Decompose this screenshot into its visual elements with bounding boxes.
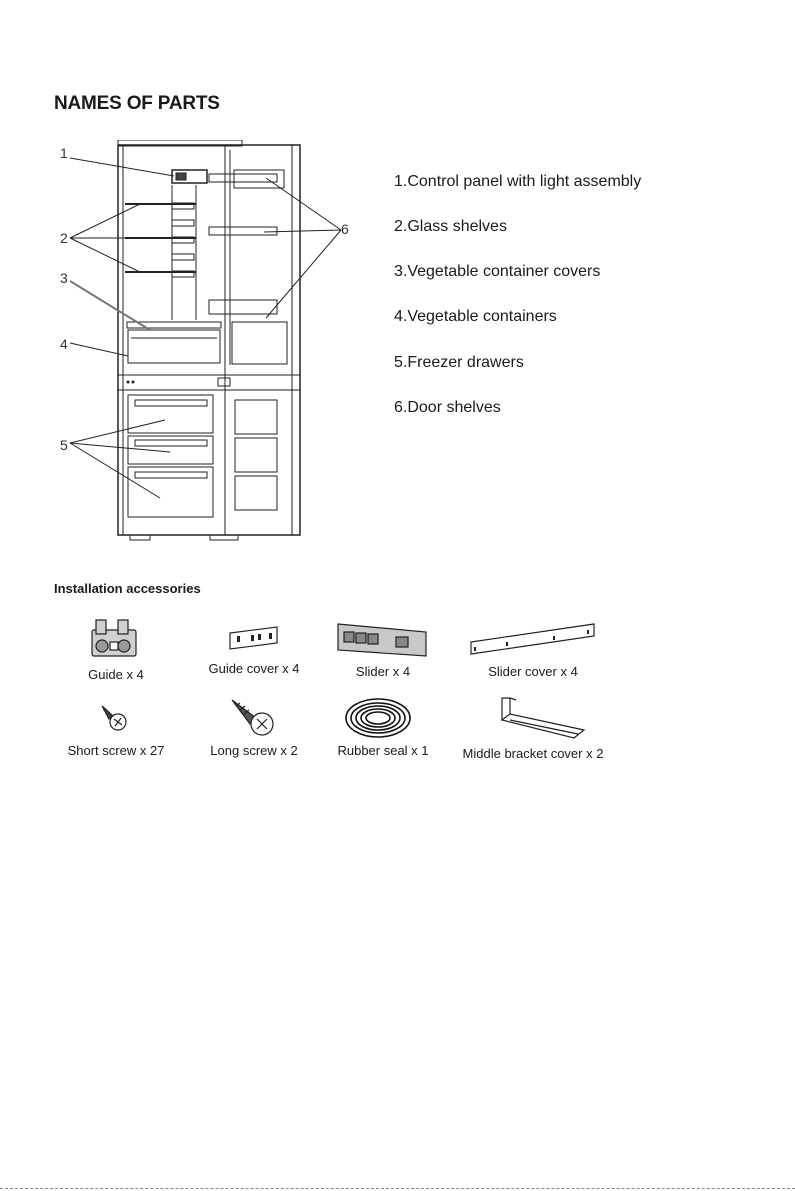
parts-list-item: 6.Door shelves <box>394 399 501 416</box>
accessory-label: Rubber seal x 1 <box>337 743 429 758</box>
accessory-label: Long screw x 2 <box>210 743 298 758</box>
fridge-diagram <box>55 140 355 545</box>
accessory-label: Guide cover x 4 <box>208 661 300 676</box>
middle-bracket-cover-illustration <box>494 696 588 740</box>
slider-cover-illustration <box>469 620 597 660</box>
short-screw-illustration <box>99 702 131 734</box>
accessory-label: Slider cover x 4 <box>488 664 578 679</box>
callout-6: 6 <box>341 221 349 237</box>
accessory-label: Guide x 4 <box>88 667 144 682</box>
parts-list-item: 1.Control panel with light assembly <box>394 173 642 190</box>
accessories-heading: Installation accessories <box>54 581 201 596</box>
accessory-label: Short screw x 27 <box>67 743 165 758</box>
accessory-label: Middle bracket cover x 2 <box>462 746 604 761</box>
parts-list-item: 3.Vegetable container covers <box>394 263 601 280</box>
callout-2: 2 <box>60 230 68 246</box>
callout-5: 5 <box>60 437 68 453</box>
accessory-label: Slider x 4 <box>355 664 411 679</box>
page-bottom-divider <box>0 1188 795 1189</box>
callout-3: 3 <box>60 270 68 286</box>
slider-illustration <box>336 620 430 660</box>
guide-cover-illustration <box>228 625 280 651</box>
long-screw-illustration <box>228 696 280 738</box>
callout-4: 4 <box>60 336 68 352</box>
guide-illustration <box>88 618 142 660</box>
rubber-seal-illustration <box>343 696 413 740</box>
parts-list-item: 4.Vegetable containers <box>394 308 557 325</box>
parts-list-item: 2.Glass shelves <box>394 218 507 235</box>
parts-list-item: 5.Freezer drawers <box>394 354 524 371</box>
callout-1: 1 <box>60 145 68 161</box>
page-title: NAMES OF PARTS <box>54 93 220 114</box>
